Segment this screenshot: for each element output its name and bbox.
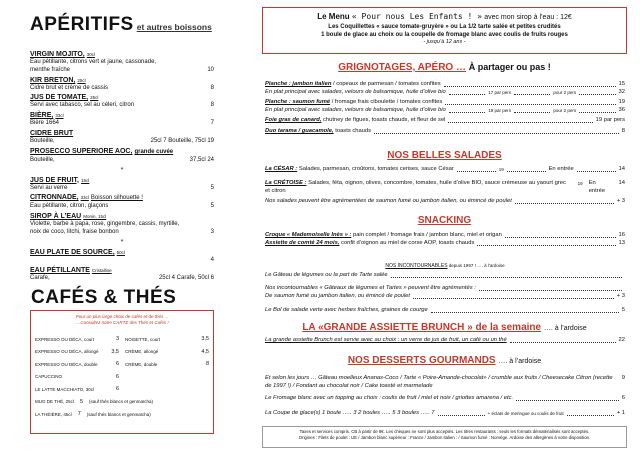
cafe-row [35, 371, 119, 384]
item-price: + 1 [616, 410, 625, 416]
cafe-row [125, 358, 209, 371]
drink-name: VIRGIN MOJITO, 30cl [30, 51, 95, 58]
drink-line [30, 203, 214, 211]
item-entree: En entrée [548, 166, 574, 172]
item-price: 32 [618, 89, 625, 95]
aperitifs-subtitle: et autres boissons [136, 22, 212, 32]
item-mid: 19 par pers [488, 108, 511, 113]
aperitifs-title: APÉRITIFS [30, 14, 134, 35]
leader-dots [505, 232, 616, 238]
item-desc: En plat principal avec salades, velours de balsamique, huile d’olive bio [265, 89, 446, 95]
grignotage-row [265, 81, 625, 89]
cafe-price: 8 [205, 361, 209, 368]
item-name: Duo tarama / guacamole, [265, 128, 334, 134]
row-lead [265, 89, 625, 97]
kids-menu-line-2: 1 boule de glace au choix ou la coupelle de fromage blanc avec coulis de fruits rouges [321, 32, 568, 38]
desserts-title: NOS DESSERTS GOURMANDS [347, 355, 496, 366]
drink-extra: Boisson silhouette ! [90, 195, 143, 202]
leader-dots [477, 240, 615, 246]
footer-line-2: Origines : Filets de poulet : UE / Jambon blanc supérieur : France / Jambon italien : / Saumon fumé : Norvège. Ardoise des allergènes à votre disposition. [298, 434, 591, 440]
cafe-empty [125, 371, 209, 384]
drink-desc: Eau pétillante, citron, glaçons [30, 203, 109, 210]
item-desc: En plat principal avec salades, velours de balsamique, huile d’olive bio [265, 107, 446, 113]
row-lead [265, 240, 625, 248]
item-desc: Le Fromage blanc avec un topping au choix : coulis de fruit / miel et noix / griottes amarena / etc. [265, 395, 514, 401]
grignotage-row [265, 107, 625, 115]
cafe-price: 5 [79, 398, 83, 405]
drink-price: 8 [210, 84, 214, 91]
row-text [265, 285, 476, 293]
leader-dots [449, 107, 485, 113]
drink-price: 37,5cl 24 [189, 156, 214, 163]
row-text [265, 272, 388, 280]
leader-dots [457, 166, 496, 172]
cafes-grid [35, 333, 209, 421]
cafe-name: EXPRESSO OU DÉCA, court [35, 336, 95, 342]
item-mid: 19 [577, 181, 583, 186]
incontournable-row [265, 307, 625, 315]
cafe-note: (sauf thés blancs et genmaïcha) [86, 411, 151, 417]
item-mid2: pour 2 pers [553, 108, 577, 113]
dessert-row [265, 375, 625, 390]
drink-name: EAU PÉTILLANTE Cristalline [30, 266, 112, 274]
incontournables-heading [265, 262, 625, 271]
cafes-note-1: Pour un plus large choix de cafés et de thés ... [75, 314, 169, 319]
item-desc: chutney de figues, toasts chauds, et fleur de sel [323, 117, 446, 123]
drink-line [30, 67, 214, 75]
item-price: 9 [621, 375, 625, 381]
item-desc: toasts chauds [335, 128, 372, 134]
drink-name: PROSECCO SUPERIORE AOC, grande cuvée [30, 147, 174, 155]
drink-line [30, 257, 214, 265]
cafe-name: CRÈME, allongé [125, 349, 159, 355]
drink-desc: Servi au verre [30, 184, 68, 191]
drink-volume: 33cl [55, 113, 64, 119]
grignotages-suffix: À partager ou pas ! [468, 62, 551, 72]
footer-notes [262, 426, 627, 448]
drink-price: 25cl 4 Carafe, 50cl 6 [158, 274, 214, 281]
salade-row [265, 180, 625, 195]
cafe-empty [125, 383, 209, 396]
cafe-price: 3,5 [111, 348, 119, 355]
drink-desc: Eau pétillante, citrons vert et jaune, cassonade, [30, 59, 157, 65]
row-lead [265, 180, 625, 195]
drink-name: KIR BRETON, 25cl [30, 76, 86, 84]
row-lead [265, 307, 625, 315]
leader-dots [449, 89, 485, 95]
row-lead [265, 117, 625, 125]
item-desc: Le Gâteau de légumes ou la part de Tarte salée [265, 272, 388, 278]
row-lead [265, 107, 625, 115]
drink-name: JUS DE FRUIT, 15cl [30, 176, 90, 184]
row-lead [265, 198, 625, 206]
desserts-suffix: …. à l’ardoise [498, 358, 542, 365]
drink-volume: 50cl [116, 249, 125, 255]
item-desc: / copeaux de parmesan / tomates confites [332, 81, 441, 87]
cafe-price: 6 [115, 386, 119, 393]
item-desc: confit d’oignon au miel de corse AOP, toasts chauds [341, 240, 475, 246]
drink-price: 7 [210, 120, 214, 127]
drink-volume: Monin, 15cl [83, 214, 107, 220]
row-text [265, 232, 502, 240]
drink-volume: 25cl [90, 95, 99, 101]
row-text [265, 89, 446, 97]
item-price: 8 [621, 128, 625, 134]
incontournable-row [265, 285, 625, 293]
drink-item [30, 147, 214, 165]
drink-volume: 15cl [81, 177, 90, 183]
drink-volume: 25cl [77, 77, 86, 83]
drink-item [30, 248, 214, 265]
row-text [265, 410, 435, 418]
drink-desc: Violette, barbe à papa, rose, gingembre, cassis, myrtille, [30, 221, 180, 228]
salades-heading [262, 150, 627, 161]
row-lead [265, 128, 625, 136]
item-desc: Salades, féta, oignon, olives, concombre, tomates, huile d’olive BIO, sauce crémeuse au yaourt grec et citron [265, 180, 566, 194]
leader-dots [514, 107, 550, 113]
leader-dots [448, 117, 592, 123]
brunch-row [265, 337, 625, 345]
drink-name: CITRONNADE, 33cl Boisson silhouette ! [30, 194, 143, 202]
leader-dots [431, 307, 619, 313]
row-lead [265, 410, 625, 418]
incontournables-suffix: depuis 1997 ! …. à l’ardoise [447, 263, 505, 268]
drink-line [30, 221, 214, 229]
row-lead [265, 272, 625, 280]
row-lead [265, 81, 625, 89]
snacking-heading [262, 215, 627, 226]
drink-price: 10 [207, 66, 214, 73]
drink-item [30, 93, 214, 110]
separator-star: * [120, 166, 124, 174]
item-price: + 3 [616, 293, 625, 299]
drink-volume: Cristalline [91, 267, 112, 273]
item-desc: / fromage frais ciboulette / tomates confites [331, 99, 443, 105]
incontournable-row [265, 293, 625, 301]
item-price: 19 par pers [595, 117, 625, 123]
item-price: 5 [621, 307, 625, 313]
brunch-desc: La grande assiette Brunch est servie avec au choix : un verre de jus de fruit, un café ou un thé [265, 337, 507, 343]
drink-volume: 30cl [86, 52, 95, 57]
drink-item [30, 193, 214, 211]
kids-menu-title-fancy: « Pour nous Les Enfants ! » [351, 12, 482, 21]
row-lead [265, 166, 625, 174]
grignotages-title: GRIGNOTAGES, APÉRO … [338, 62, 466, 73]
drink-desc: menthe fraîche [30, 66, 71, 73]
cafe-price: 6 [115, 361, 119, 368]
leader-dots [445, 99, 615, 105]
item-price: 14 [618, 166, 626, 172]
item-desc: Nos incontournables « Gâteaux de légumes et Tartes » peuvent être agrémentés : [265, 285, 476, 291]
cafes-heading: CAFÉS & THÉS [31, 287, 177, 309]
drink-name: CIDRE BRUT [30, 129, 74, 137]
row-text [265, 117, 445, 125]
brunch-title: LA «GRANDE ASSIETTE BRUNCH » de la semaine [302, 322, 542, 333]
row-text [265, 128, 371, 136]
drink-line [30, 138, 214, 146]
drink-line [30, 59, 214, 67]
drink-name: JUS DE TOMATE, 25cl [30, 94, 99, 102]
leader-dots [413, 293, 614, 299]
row-text [265, 107, 446, 115]
leader-dots [479, 285, 622, 291]
grignotage-row [265, 117, 625, 125]
drink-name: SIROP À L’EAU Monin, 15cl [30, 213, 107, 221]
drink-item [30, 212, 214, 237]
drink-price: 25cl 7 Bouteille, 75cl 19 [150, 137, 214, 144]
drink-volume: 33cl [80, 195, 89, 201]
row-text [265, 240, 474, 248]
brunch-price: 22 [618, 337, 625, 343]
grignotage-row [265, 99, 625, 107]
drink-desc: noix de coco, litchi, fraise bonbon [30, 228, 119, 235]
item-mid: + éclats de meringue ou coulis de fruit [487, 411, 564, 416]
salade-row [265, 166, 625, 174]
cafes-box [30, 310, 214, 434]
drink-item [30, 129, 214, 146]
cafe-row [35, 333, 119, 346]
item-name: Planche : jambon italien [265, 81, 332, 87]
leader-dots [579, 107, 615, 113]
drink-item [30, 111, 214, 128]
cafe-name: CRÈME, double [125, 361, 158, 367]
cafe-name: EXPRESSO OU DÉCA, double [35, 361, 98, 367]
aperitifs-heading [30, 14, 214, 38]
snack-row [265, 232, 625, 240]
item-price: 6 [621, 395, 625, 401]
cafe-name: MUG DE THÉ, 25cl [35, 399, 74, 405]
leader-dots [567, 410, 614, 416]
drink-price: 5 [210, 184, 214, 191]
drink-item [30, 50, 214, 75]
kids-menu-title-pre: Le Menu [317, 12, 350, 21]
drink-desc: Cidre brut et crème de cassis [30, 84, 109, 91]
row-text [265, 395, 513, 403]
kids-menu-price: avec mon sirop à l’eau : 12€ [484, 14, 572, 21]
leader-dots [579, 89, 615, 95]
cafe-price: 4,5 [201, 348, 209, 355]
item-desc: La Coupe de glace(s) 1 boule ….. 3 2 boules ….. 5 3 boules ….. 7 [265, 410, 435, 416]
dessert-row [265, 395, 625, 403]
row-lead [265, 395, 625, 403]
cafe-price: 3,5 [201, 336, 209, 343]
leader-dots [514, 89, 550, 95]
cafe-row [35, 383, 119, 396]
cafe-row [35, 396, 209, 409]
item-mid2: pour 2 pers [553, 90, 577, 95]
leader-dots [510, 337, 616, 343]
item-price: 16 [618, 232, 625, 238]
leader-dots [516, 395, 619, 401]
item-name: La CÉSAR : [265, 166, 298, 172]
item-price: + 3 [616, 198, 625, 204]
incontournable-row [265, 272, 625, 280]
grignotage-row [265, 89, 625, 97]
leader-dots [515, 198, 614, 204]
item-name: Croque « Mademoiselle Inès » : [265, 232, 352, 238]
grignotages-heading [262, 62, 627, 73]
item-desc: Le Bol de salade verte avec herbes fraîches, graines de courge [265, 307, 428, 313]
cafe-note: (sauf thés blancs et genmaïcha) [89, 399, 154, 405]
drink-desc: Bière 1664 [30, 120, 60, 127]
item-name: Foie gras de canard, [265, 117, 322, 123]
item-mid: 17 par pers [488, 90, 511, 95]
item-price: 13 [618, 240, 625, 246]
drink-line [30, 229, 214, 237]
cafe-name: LE LATTE MACCHIATO, 30cl [35, 386, 95, 392]
drink-extra: grande cuvée [134, 148, 174, 155]
footer-line-1: Taxes et services compris. CB à partir de 8€. Les chèques ne sont plus acceptés. Les titres restaurants : seuls les formats dématérialisés sont acceptés. [299, 429, 590, 434]
snack-row [265, 240, 625, 248]
kids-menu-line-1: Les Coquillettes « sauce tomate-gruyère » ou La 1/2 tarte salée et petites crudités [328, 24, 561, 30]
drink-item [30, 266, 214, 283]
item-name: Assiette de comté 24 mois, [265, 240, 340, 246]
row-text [265, 81, 441, 89]
cafe-name: EXPRESSO OU DÉCA, allongé [35, 349, 99, 355]
desserts-heading [262, 355, 627, 366]
separator-star: * [120, 238, 124, 246]
grignotage-row [265, 128, 625, 136]
item-name: La CRÉTOISE : [265, 180, 307, 186]
row-text [265, 293, 410, 301]
row-text [265, 198, 512, 206]
cafe-price: 7 [77, 411, 81, 418]
drink-desc: Carafe, [30, 274, 50, 281]
drink-line [30, 157, 214, 165]
snacking-title: SNACKING [417, 215, 472, 226]
drink-line [30, 120, 214, 128]
incontournables-title: NOS INCONTOURNABLES [385, 263, 448, 269]
drink-price: 8 [210, 102, 214, 109]
row-lead [265, 232, 625, 240]
item-price: 15 [618, 81, 625, 87]
kids-menu-box [262, 7, 627, 54]
drink-price: 5 [210, 203, 214, 210]
leader-dots [391, 272, 622, 278]
drink-name: BIÈRE, 33cl [30, 112, 64, 120]
drink-line [30, 185, 214, 193]
drink-item [30, 176, 214, 193]
item-desc: De saumon fumé ou jambon italien, ou émincé de poulet [265, 293, 411, 299]
cafe-name: NOISETTE, court [125, 336, 161, 342]
row-lead [265, 293, 625, 301]
cafe-row [35, 358, 119, 371]
aperitifs-column [30, 14, 214, 309]
salade-row [265, 198, 625, 206]
brunch-heading [262, 322, 627, 333]
cafe-price: 6 [115, 373, 119, 380]
row-lead [265, 285, 625, 293]
drink-item [30, 76, 214, 93]
drink-name: EAU PLATE DE SOURCE, 50cl [30, 248, 125, 256]
row-text [265, 375, 616, 390]
kids-menu-age: - jusqu’à 12 ans - [423, 39, 466, 45]
leader-dots [374, 128, 619, 134]
row-lead [265, 99, 625, 107]
row-lead [265, 375, 625, 390]
drink-price: 3 [210, 228, 214, 235]
drinks-list [30, 50, 214, 282]
cafe-row [125, 333, 209, 346]
leader-dots [438, 410, 485, 416]
dessert-row [265, 410, 625, 418]
cafe-price: 3 [115, 336, 119, 343]
drink-desc: Servi avec tabasco, sel au céleri, citron [30, 102, 135, 109]
leader-dots [444, 81, 616, 87]
drink-line [30, 275, 214, 283]
item-price: 36 [618, 107, 625, 113]
item-entree: En entrée [588, 180, 606, 194]
drink-desc: Bouteille, [30, 137, 55, 144]
drink-line [30, 102, 214, 110]
cafe-name: CAPUCCINO [35, 374, 63, 380]
cafe-row [125, 346, 209, 359]
item-desc: Et selon les jours … Gâteau moelleux Ananas-Coco / Tarte « Poire-Amande-chocolat» / crumble aux fruits / Cheesecake Citron (recette de 1997 !) / Fondant au chocolat noir / Cake toasté et marmelade [265, 375, 613, 389]
drink-line [30, 85, 214, 93]
cafes-note-2: ... Consultez notre CARTE des Thés et Cafés ! [75, 319, 169, 325]
row-text [265, 99, 442, 107]
item-desc: pain complet / fromage frais / jambon blanc, miel et origan [352, 232, 502, 238]
item-name: Planche : saumon fumé [265, 99, 331, 105]
item-price: 14 [618, 180, 625, 186]
brunch-suffix: …. à l’ardoise [543, 325, 587, 332]
cafe-name: LA THÉIÈRE, 45cl [35, 411, 72, 417]
leader-dots [577, 166, 616, 172]
item-desc: Nos salades peuvent être agrémentées de saumon fumé ou jambon italien, ou émincé de poulet [265, 198, 512, 204]
row-text [265, 166, 454, 174]
drink-price: 4 [210, 256, 214, 263]
drink-desc: Bouteille, [30, 156, 55, 163]
item-price: 19 [618, 99, 625, 105]
salades-title: NOS BELLES SALADES [387, 150, 502, 161]
leader-dots [507, 166, 546, 172]
cafe-row [35, 408, 209, 421]
row-text [265, 180, 572, 195]
row-text [265, 307, 428, 315]
item-mid: 19 [498, 167, 504, 172]
cafe-row [35, 346, 119, 359]
item-desc: Salades, parmesan, croûtons, tomates cerises, sauce César [298, 166, 454, 172]
kids-menu-title [263, 11, 626, 23]
